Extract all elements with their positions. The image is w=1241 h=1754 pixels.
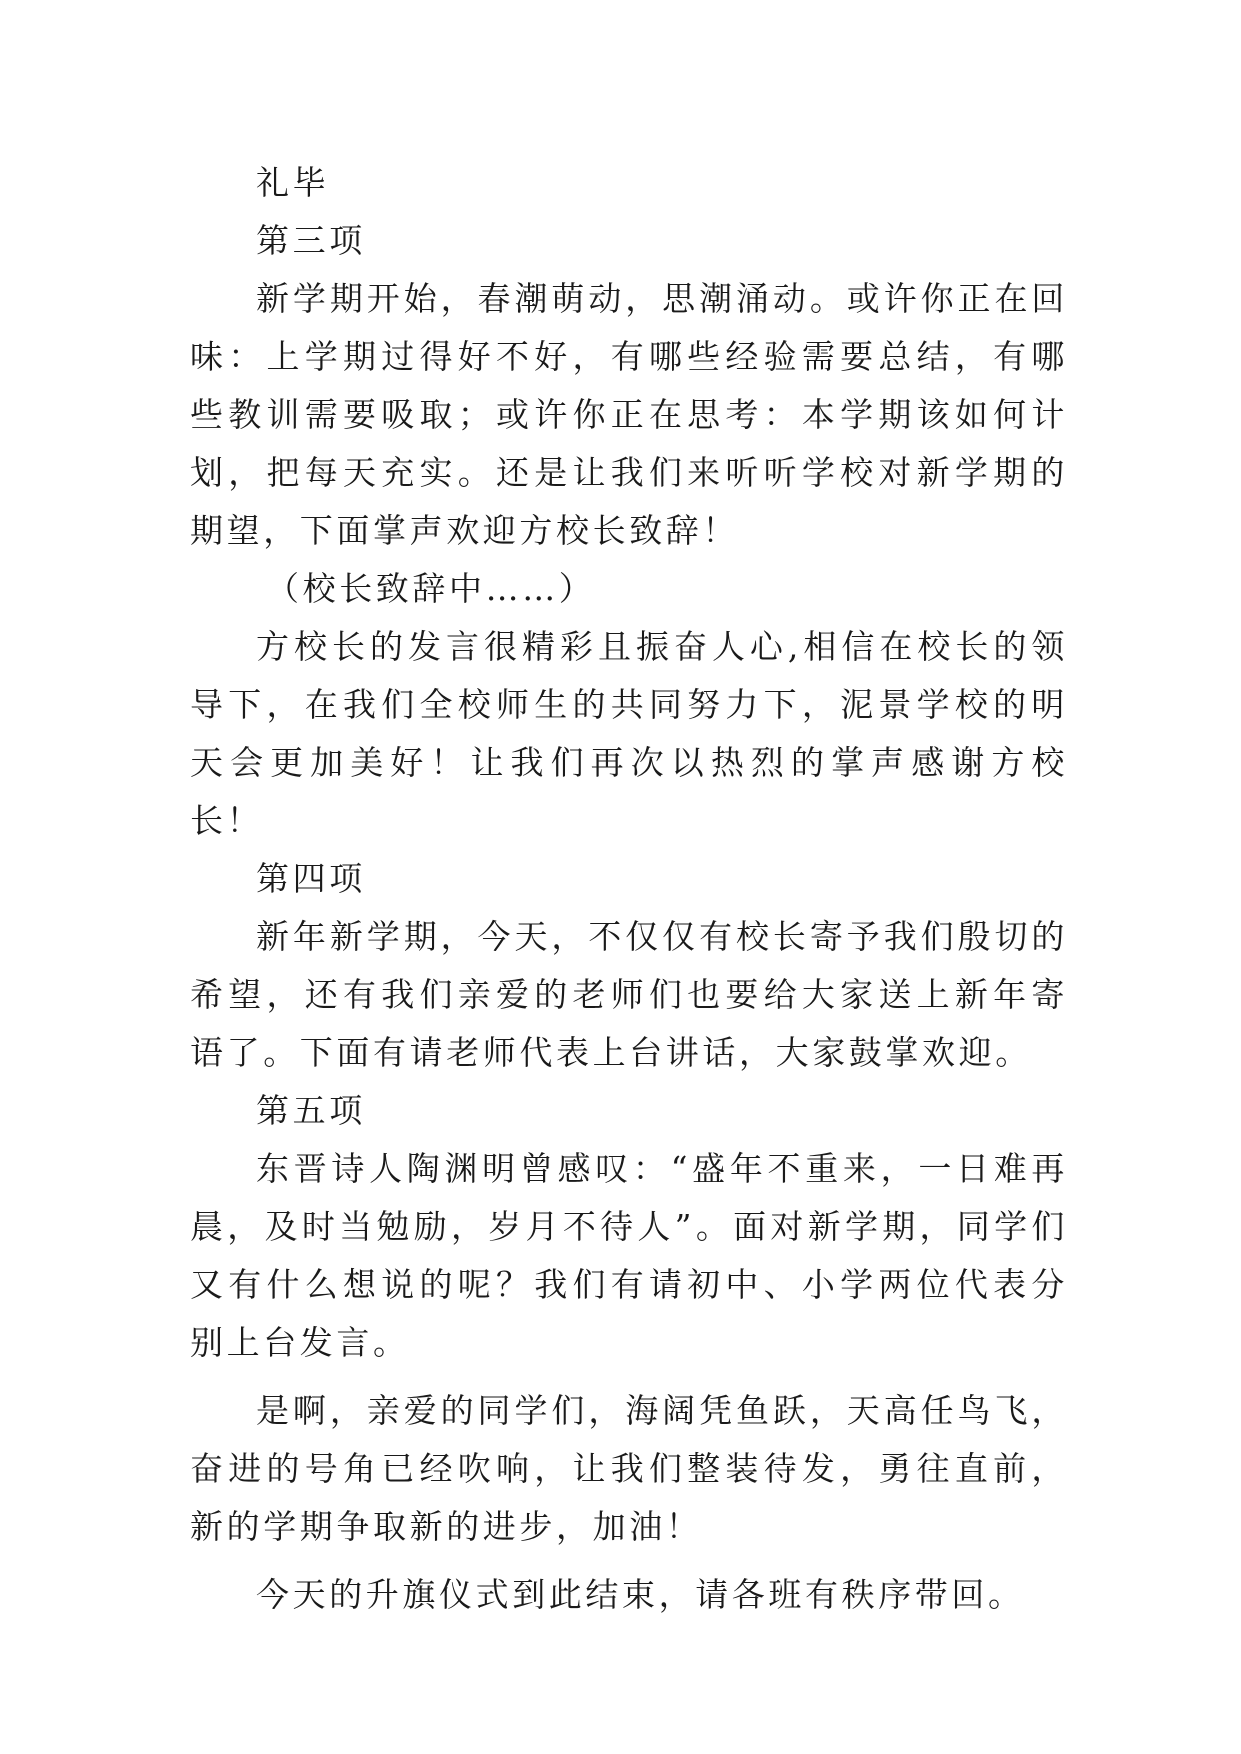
paragraph-teacher-speech: 新年新学期，今天，不仅仅有校长寄予我们殷切的希望，还有我们亲爱的老师们也要给大家送上新年寄语了。下面有请老师代表上台讲话，大家鼓掌欢迎。 bbox=[190, 917, 1068, 1072]
heading-item-five: 第五项 bbox=[256, 1091, 366, 1130]
paragraph-closing: 今天的升旗仪式到此结束，请各班有秩序带回。 bbox=[256, 1575, 1025, 1614]
paragraph-student-speech: 东晋诗人陶渊明曾感叹：“盛年不重来，一日难再晨，及时当勉励，岁月不待人”。面对新学期，同学们又有什么想说的呢？我们有请初中、小学两位代表分别上台发言。 bbox=[190, 1149, 1068, 1362]
paragraph-new-semester-intro: 新学期开始，春潮萌动，思潮涌动。或许你正在回味：上学期过得好不好，有哪些经验需要总结，有哪些教训需要吸取；或许你正在思考：本学期该如何计划，把每天充实。还是让我们来听听学校对新学期的期望，下面掌声欢迎方校长致辞！ bbox=[190, 279, 1068, 550]
heading-item-three: 第三项 bbox=[256, 221, 366, 260]
paragraph-thanks-principal: 方校长的发言很精彩且振奋人心,相信在校长的领导下，在我们全校师生的共同努力下，泥景学校的明天会更加美好！让我们再次以热烈的掌声感谢方校长！ bbox=[190, 627, 1068, 840]
paragraph-encouragement: 是啊，亲爱的同学们，海阔凭鱼跃，天高任鸟飞，奋进的号角已经吹响，让我们整装待发，勇往直前，新的学期争取新的进步，加油！ bbox=[190, 1391, 1068, 1546]
paragraph-ceremony-end: 礼毕 bbox=[256, 163, 330, 202]
document-page bbox=[190, 154, 1068, 1624]
heading-item-four: 第四项 bbox=[256, 859, 366, 898]
paragraph-principal-speaking: （校长致辞中……） bbox=[266, 569, 596, 608]
